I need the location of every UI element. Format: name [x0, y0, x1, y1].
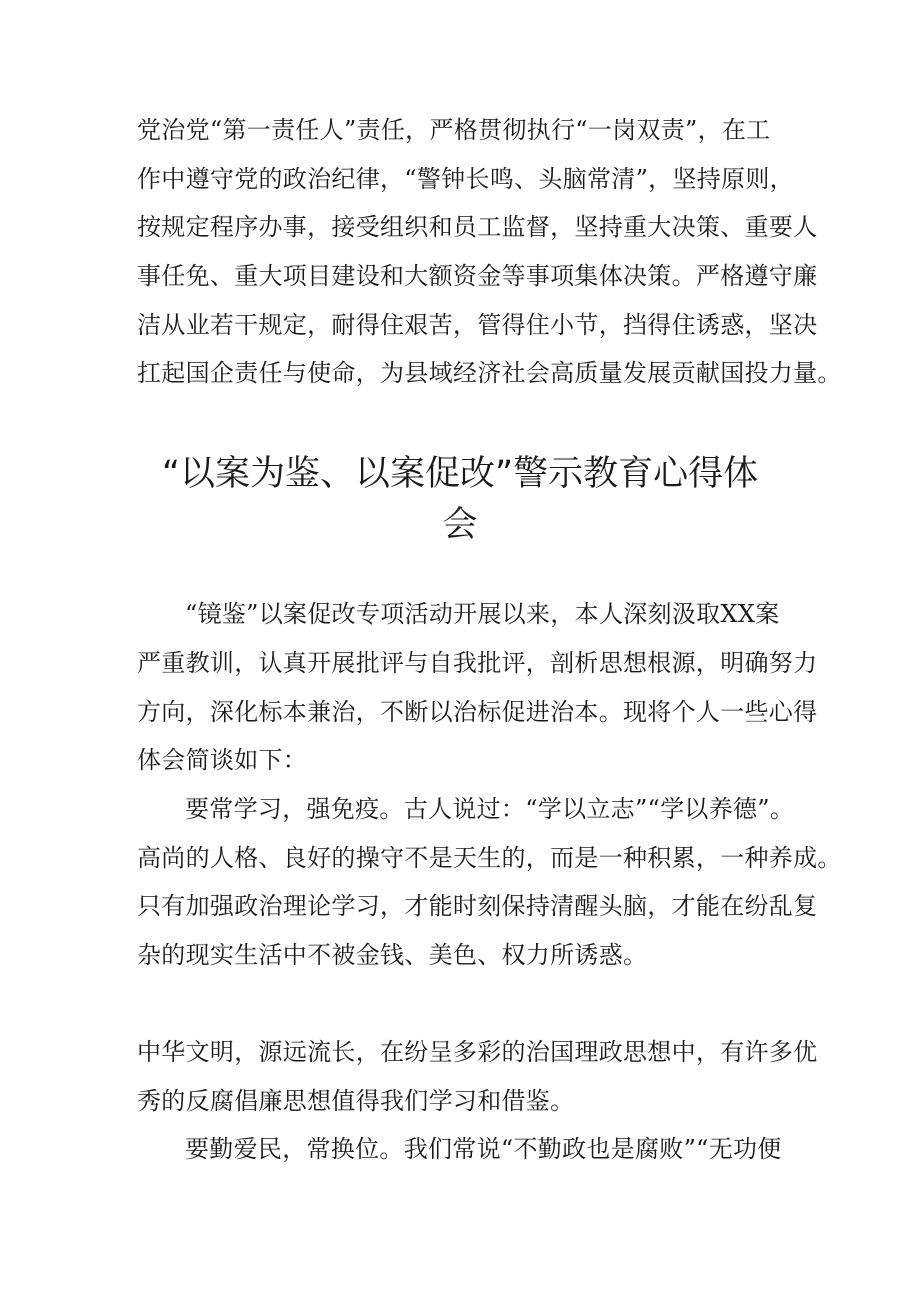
intro-line-3: 按规定程序办事，接受组织和员工监督，坚持重大决策、重要人 — [137, 213, 818, 241]
document-title-line-2: 会 — [442, 505, 478, 545]
paragraph-2-line-2: 高尚的人格、良好的操守不是天生的，而是一种积累，一种养成。 — [137, 844, 842, 872]
intro-line-1: 党治党“第一责任人”责任，严格贯彻执行“一岗双责”，在工 — [137, 116, 771, 144]
paragraph-1-line-1: “镜鉴”以案促改专项活动开展以来，本人深刻汲取XX案 — [185, 600, 780, 628]
paragraph-3-line-1: 中华文明，源远流长，在纷呈多彩的治国理政思想中，有许多优 — [137, 1038, 818, 1066]
paragraph-1-line-2: 严重教训，认真开展批评与自我批评，剖析思想根源，明确努力 — [137, 649, 818, 677]
paragraph-2-line-1: 要常学习，强免疫。古人说过：“学以立志”“学以养德”。 — [185, 795, 795, 823]
paragraph-3-line-2: 秀的反腐倡廉思想值得我们学习和借鉴。 — [137, 1087, 575, 1115]
intro-line-2: 作中遵守党的政治纪律，“警钟长鸣、头脑常清”，坚持原则， — [137, 165, 794, 193]
intro-line-5: 洁从业若干规定，耐得住艰苦，管得住小节，挡得住诱惑，坚决 — [137, 311, 818, 339]
paragraph-4-line-1: 要勤爱民，常换位。我们常说“不勤政也是腐败”“无功便 — [185, 1135, 782, 1163]
document-title-line-1: “以案为鉴、以案促改”警示教育心得体 — [161, 454, 759, 494]
paragraph-1-line-3: 方向，深化标本兼治，不断以治标促进治本。现将个人一些心得 — [137, 698, 818, 726]
paragraph-2-line-3: 只有加强政治理论学习，才能时刻保持清醒头脑，才能在纷乱复 — [137, 892, 818, 920]
paragraph-1-line-4: 体会简谈如下： — [137, 746, 308, 774]
intro-line-6: 扛起国企责任与使命，为县域经济社会高质量发展贡献国投力量。 — [137, 359, 842, 387]
intro-line-4: 事任免、重大项目建设和大额资金等事项集体决策。严格遵守廉 — [137, 262, 818, 290]
paragraph-2-line-4: 杂的现实生活中不被金钱、美色、权力所诱惑。 — [137, 941, 648, 969]
